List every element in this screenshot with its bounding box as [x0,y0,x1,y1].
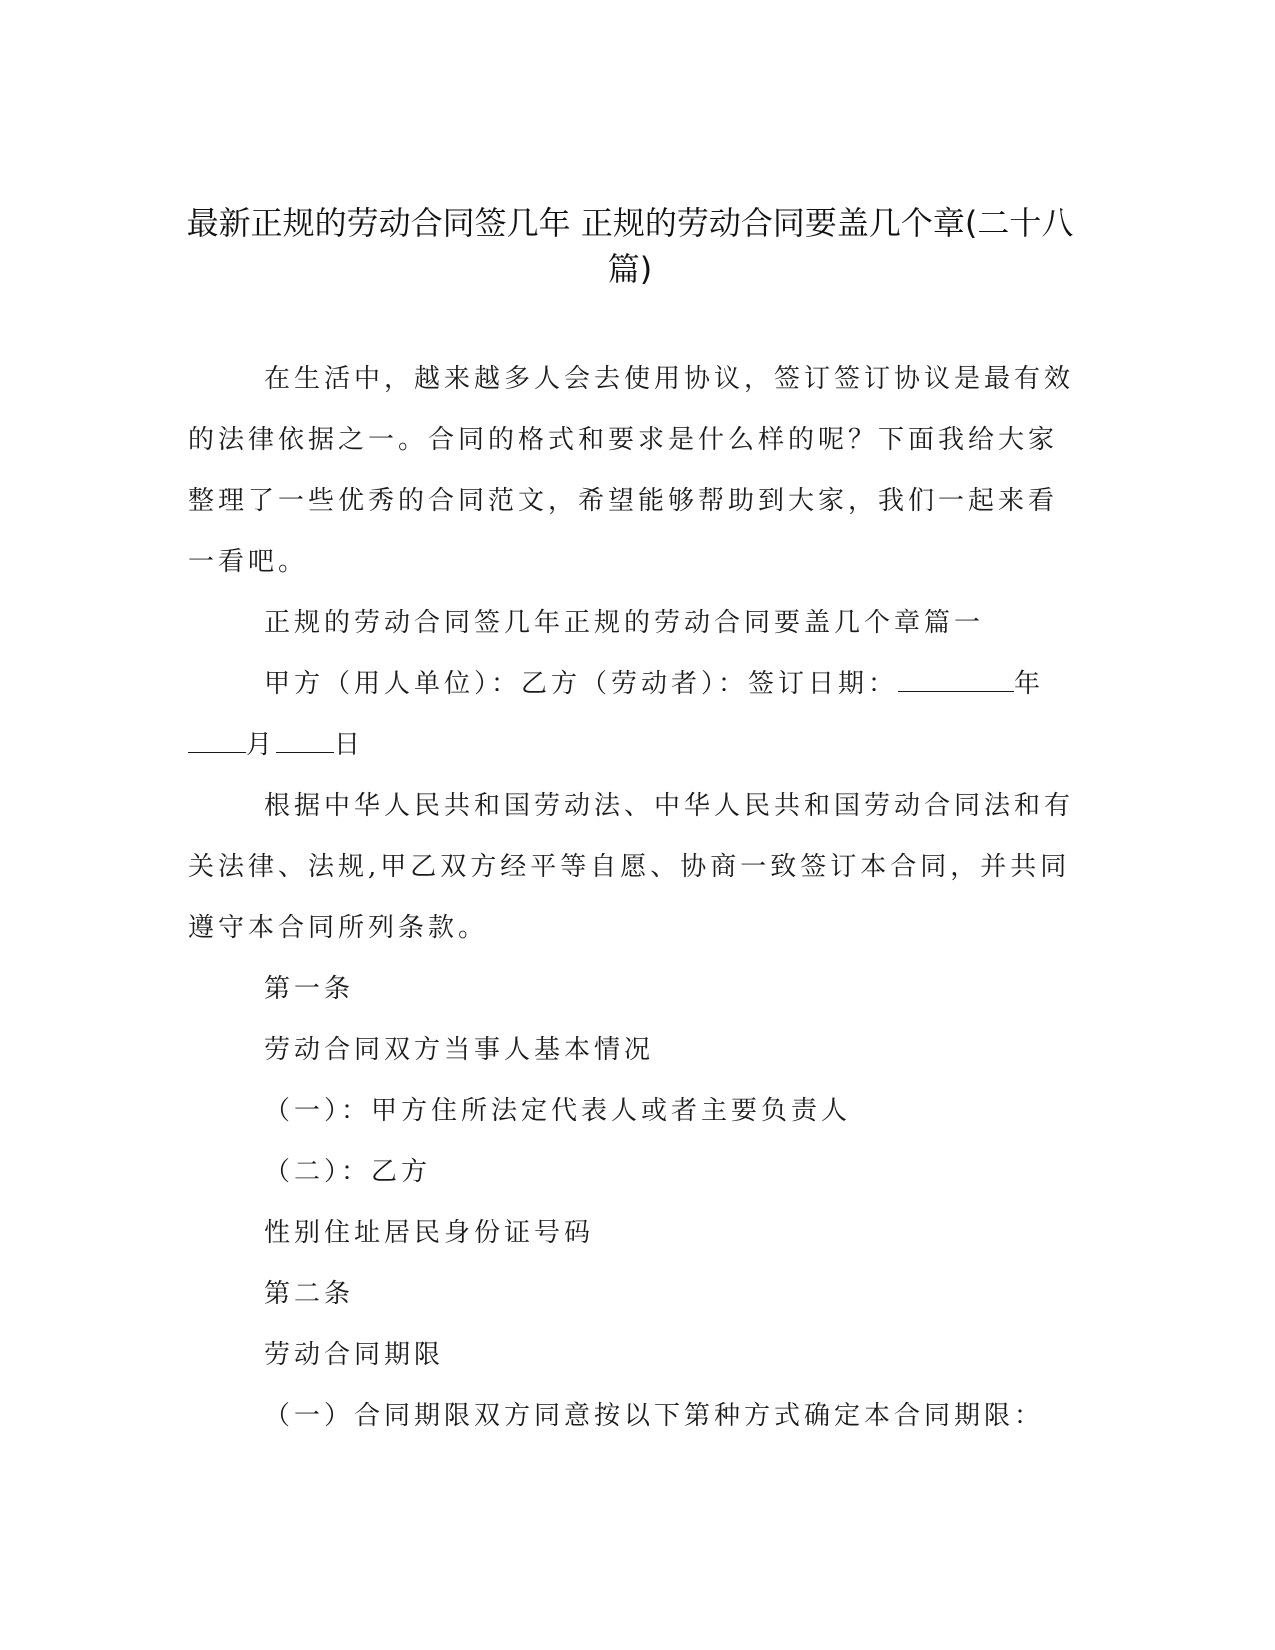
parties-line [188,654,1078,776]
article-1-title: 劳动合同双方当事人基本情况 [264,1035,655,1065]
document-title: 最新正规的劳动合同签几年 正规的劳动合同要盖几个章(二十八篇) [186,204,1074,288]
year-label: 年 [1014,669,1045,699]
basis-paragraph: 根据中华人民共和国劳动法、中华人民共和国劳动合同法和有关法律、法规,甲乙双方经平等自愿、协商一致签订本合同，并共同遵守本合同所列条款。 [188,791,1075,943]
intro-paragraph: 在生活中，越来越多人会去使用协议，签订签订协议是最有效的法律依据之一。合同的格式和要求是什么样的呢？下面我给大家整理了一些优秀的合同范文，希望能够帮助到大家，我们一起来看一看吧。 [188,364,1075,577]
article-1-item-1: （一）：甲方住所法定代表人或者主要负责人 [264,1096,852,1126]
parties-label: 甲方（用人单位）：乙方（劳动者）：签订日期： [264,669,899,699]
document-body [188,349,1078,1447]
article-2-item-1: （一）合同期限双方同意按以下第种方式确定本合同期限： [264,1401,1045,1431]
month-label: 月 [246,730,277,760]
article-1-item-2: （二）：乙方 [264,1157,432,1187]
year-blank [898,667,1014,692]
article-1-heading: 第一条 [264,974,355,1004]
day-blank [276,728,334,753]
month-blank [188,728,246,753]
day-label: 日 [334,730,365,760]
article-1-item-2-fields: 性别住址居民身份证号码 [264,1218,595,1248]
article-2-title: 劳动合同期限 [264,1340,445,1370]
section-heading: 正规的劳动合同签几年正规的劳动合同要盖几个章篇一 [264,608,985,638]
article-2-heading: 第二条 [264,1279,355,1309]
